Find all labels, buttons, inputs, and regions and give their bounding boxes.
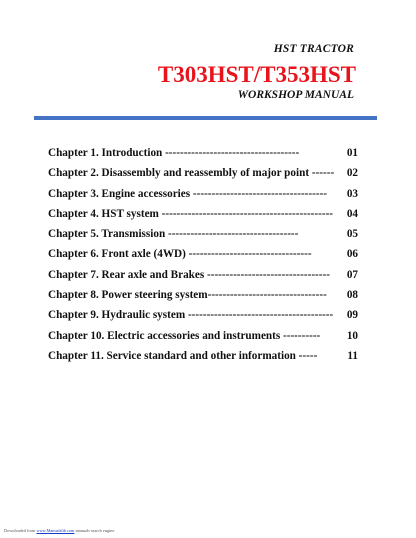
manual-type: WORKSHOP MANUAL bbox=[237, 89, 354, 101]
toc-entry-page: 04 bbox=[346, 207, 358, 220]
toc-entry-4 bbox=[48, 204, 368, 224]
toc-entry-9 bbox=[48, 305, 368, 325]
toc-entry-page: 11 bbox=[347, 349, 358, 362]
table-of-contents bbox=[48, 143, 368, 366]
toc-entry-label: Chapter 1. Introduction ------------------------------------ bbox=[48, 147, 300, 159]
toc-entry-label: Chapter 7. Rear axle and Brakes --------------------------------- bbox=[48, 268, 330, 281]
toc-entry-page: 07 bbox=[346, 268, 358, 281]
toc-entry-page: 10 bbox=[346, 329, 358, 342]
toc-entry-page: 01 bbox=[346, 147, 358, 159]
toc-entry-page: 08 bbox=[346, 289, 358, 302]
toc-entry-7 bbox=[48, 265, 368, 285]
document-subtitle: HST TRACTOR bbox=[273, 43, 354, 55]
toc-entry-2 bbox=[48, 163, 368, 183]
toc-entry-10 bbox=[48, 326, 368, 346]
toc-entry-3 bbox=[48, 184, 368, 204]
footer-suffix: manuals search engine bbox=[74, 528, 115, 533]
toc-entry-8 bbox=[48, 285, 368, 305]
toc-entry-6 bbox=[48, 244, 368, 264]
toc-entry-5 bbox=[48, 224, 368, 244]
toc-entry-label: Chapter 11. Service standard and other information ----- bbox=[48, 349, 318, 362]
toc-entry-label: Chapter 6. Front axle (4WD) --------------------------------- bbox=[48, 248, 312, 261]
toc-entry-page: 05 bbox=[346, 228, 358, 241]
toc-entry-label: Chapter 2. Disassembly and reassembly of major point ------ bbox=[48, 167, 335, 180]
model-title: T303HST/T353HST bbox=[157, 62, 356, 87]
toc-entry-label: Chapter 4. HST system ---------------------------------------------- bbox=[48, 207, 334, 220]
toc-entry-11 bbox=[48, 346, 368, 366]
toc-entry-page: 09 bbox=[346, 309, 358, 322]
download-footer bbox=[4, 528, 114, 533]
toc-entry-label: Chapter 8. Power steering system-------------------------------- bbox=[48, 289, 327, 302]
toc-entry-page: 02 bbox=[346, 167, 358, 180]
toc-entry-label: Chapter 9. Hydraulic system --------------------------------------- bbox=[48, 309, 334, 322]
toc-entry-label: Chapter 10. Electric accessories and instruments ---------- bbox=[48, 329, 321, 342]
header-divider bbox=[34, 116, 377, 120]
toc-entry-label: Chapter 5. Transmission ----------------------------------- bbox=[48, 228, 299, 241]
footer-prefix: Downloaded from bbox=[4, 528, 37, 533]
toc-entry-1 bbox=[48, 143, 368, 163]
toc-entry-page: 06 bbox=[346, 248, 358, 261]
toc-entry-page: 03 bbox=[346, 187, 358, 200]
manualslib-link[interactable]: www.Manualslib.com bbox=[36, 528, 75, 533]
toc-entry-label: Chapter 3. Engine accessories ------------------------------------ bbox=[48, 187, 328, 200]
